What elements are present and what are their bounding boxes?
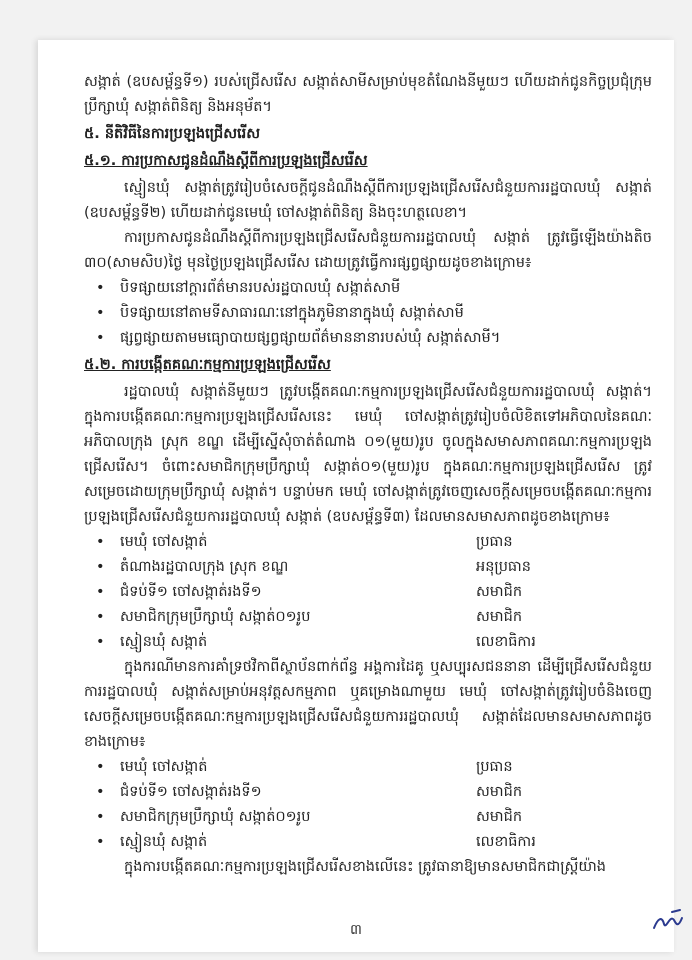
committee-list-1 [84, 530, 652, 655]
member-role: សមាជិក [476, 584, 523, 600]
committee-list-2 [84, 755, 652, 855]
member-name: • ស្មៀនឃុំ សង្កាត់ [120, 834, 208, 850]
signature-icon [650, 906, 690, 936]
section-5-2-heading: ៥.២. ការបង្កើតគណៈកម្មការប្រឡងជ្រើសរើស [84, 357, 331, 373]
document-page [38, 40, 674, 952]
committee-row [94, 755, 652, 780]
member-role: ប្រធាន [476, 759, 513, 775]
committee-row [94, 580, 652, 605]
list-item: • បិទផ្សាយនៅក្តារព័ត៌មានរបស់រដ្ឋបាលឃុំ សង្កាត់សាមី [94, 276, 652, 301]
committee-row [94, 605, 652, 630]
member-role: សមាជិក [476, 809, 523, 825]
member-name: • សមាជិកក្រុមប្រឹក្សាឃុំ សង្កាត់០១រូប [120, 809, 311, 825]
section-5-1-paragraph-2: ការប្រកាសជូនដំណឹងស្តីពីការប្រឡងជ្រើសរើសជំនួយការរដ្ឋបាលឃុំ សង្កាត់ ត្រូវធ្វើឡើងយ៉ាងតិច ៣០(សាមសិប)ថ្ងៃ មុនថ្ងៃប្រឡងជ្រើសរើស ដោយត្រូវធ្វើការផ្សព្វផ្សាយដូចខាងក្រោម៖ [84, 230, 652, 271]
section-5-2-paragraph-3: ក្នុងការបង្កើតគណៈកម្មការប្រឡងជ្រើសរើសខាងលើនេះ ត្រូវធានាឱ្យមានសមាជិកជាស្ត្រីយ៉ាង [124, 859, 606, 875]
member-role: សមាជិក [476, 609, 523, 625]
member-role: អនុប្រធាន [476, 559, 531, 575]
member-name: • តំណាងរដ្ឋបាលក្រុង ស្រុក ខណ្ឌ [120, 559, 289, 575]
list-item: • ផ្សព្វផ្សាយតាមមធ្យោបាយផ្សព្វផ្សាយព័ត៌មាននានារបស់ឃុំ សង្កាត់សាមី។ [94, 326, 652, 351]
member-role: ប្រធាន [476, 534, 513, 550]
section-5-1-heading: ៥.១. ការប្រកាសជូនដំណឹងស្តីពីការប្រឡងជ្រើសរើស [84, 153, 368, 169]
committee-row [94, 780, 652, 805]
member-name: • សមាជិកក្រុមប្រឹក្សាឃុំ សង្កាត់០១រូប [120, 609, 311, 625]
list-item: • បិទផ្សាយនៅតាមទីសាធារណៈនៅក្នុងភូមិនានាក្នុងឃុំ សង្កាត់សាមី [94, 301, 652, 326]
member-name: • ស្មៀនឃុំ សង្កាត់ [120, 634, 208, 650]
member-role: លេខាធិការ [476, 634, 536, 650]
committee-row [94, 555, 652, 580]
section-5-2-paragraph-2: ក្នុងករណីមានការគាំទ្រថវិកាពីស្ថាប័នពាក់ព័ន្ធ អង្គការដៃគូ ឬសប្បុរសជននានា ដើម្បីជ្រើសរើសជំនួយការរដ្ឋបាលឃុំ សង្កាត់សម្រាប់អនុវត្តសកម្មភាព ឬគម្រោងណាមួយ មេឃុំ ចៅសង្កាត់ត្រូវរៀបចំនិងចេញសេចក្តីសម្រេចបង្កើតគណៈកម្មការប្រឡងជ្រើសរើសជំនួយការរដ្ឋបាលឃុំ សង្កាត់ដែលមានសមាសភាពដូចខាងក្រោម៖ [84, 659, 652, 750]
committee-row [94, 805, 652, 830]
document-body [84, 70, 652, 880]
page-number: ៣ [350, 922, 362, 938]
member-name: • មេឃុំ ចៅសង្កាត់ [120, 534, 208, 550]
member-name: • ជំទប់ទី១ ចៅសង្កាត់រងទី១ [120, 584, 262, 600]
member-role: លេខាធិការ [476, 834, 536, 850]
section-5-1-paragraph-1: ស្មៀនឃុំ សង្កាត់ត្រូវរៀបចំសេចក្តីជូនដំណឹងស្តីពីការប្រឡងជ្រើសរើសជំនួយការរដ្ឋបាលឃុំ សង្កាត់ (ឧបសម្ព័ន្ធទី២) ហើយដាក់ជូនមេឃុំ ចៅសង្កាត់ពិនិត្យ និងចុះហត្ថលេខា។ [84, 180, 652, 221]
committee-row [94, 630, 652, 655]
member-role: សមាជិក [476, 784, 523, 800]
member-name: • ជំទប់ទី១ ចៅសង្កាត់រងទី១ [120, 784, 262, 800]
member-name: • មេឃុំ ចៅសង្កាត់ [120, 759, 208, 775]
section-5-heading: ៥. នីតិវិធីនៃការប្រឡងជ្រើសរើស [84, 126, 261, 142]
announcement-list [84, 276, 652, 351]
intro-paragraph: សង្កាត់ (ឧបសម្ព័ន្ធទី១) របស់ជ្រើសរើស សង្កាត់សាមីសម្រាប់មុខតំណែងនីមួយៗ ហើយដាក់ជូនកិច្ចប្រជុំក្រុមប្រឹក្សាឃុំ សង្កាត់ពិនិត្យ និងអនុម័ត។ [84, 74, 652, 115]
committee-row [94, 530, 652, 555]
section-5-2-paragraph-1: រដ្ឋបាលឃុំ សង្កាត់នីមួយៗ ត្រូវបង្កើតគណៈកម្មការប្រឡងជ្រើសរើសជំនួយការរដ្ឋបាលឃុំ សង្កាត់។ ក្នុងការបង្កើតគណៈកម្មការប្រឡងជ្រើសរើសនេះ មេឃុំ ចៅសង្កាត់ត្រូវរៀបចំលិខិតទៅអភិបាលនៃគណៈអភិបាលក្រុង ស្រុក ខណ្ឌ ដើម្បីស្នើសុំចាត់តំណាង ០១(មួយ)រូប ចូលក្នុងសមាសភាពគណៈកម្មការប្រឡងជ្រើសរើស។ ចំពោះសមាជិកក្រុមប្រឹក្សាឃុំ សង្កាត់០១(មួយ)រូប ក្នុងគណៈកម្មការប្រឡងជ្រើសរើស ត្រូវសម្រេចដោយក្រុមប្រឹក្សាឃុំ សង្កាត់។ បន្ទាប់មក មេឃុំ ចៅសង្កាត់ត្រូវចេញសេចក្តីសម្រេចបង្កើតគណៈកម្មការប្រឡងជ្រើសរើសជំនួយការរដ្ឋបាលឃុំ សង្កាត់ (ឧបសម្ព័ន្ធទី៣) ដែលមានសមាសភាពដូចខាងក្រោម៖ [84, 384, 652, 525]
committee-row [94, 830, 652, 855]
